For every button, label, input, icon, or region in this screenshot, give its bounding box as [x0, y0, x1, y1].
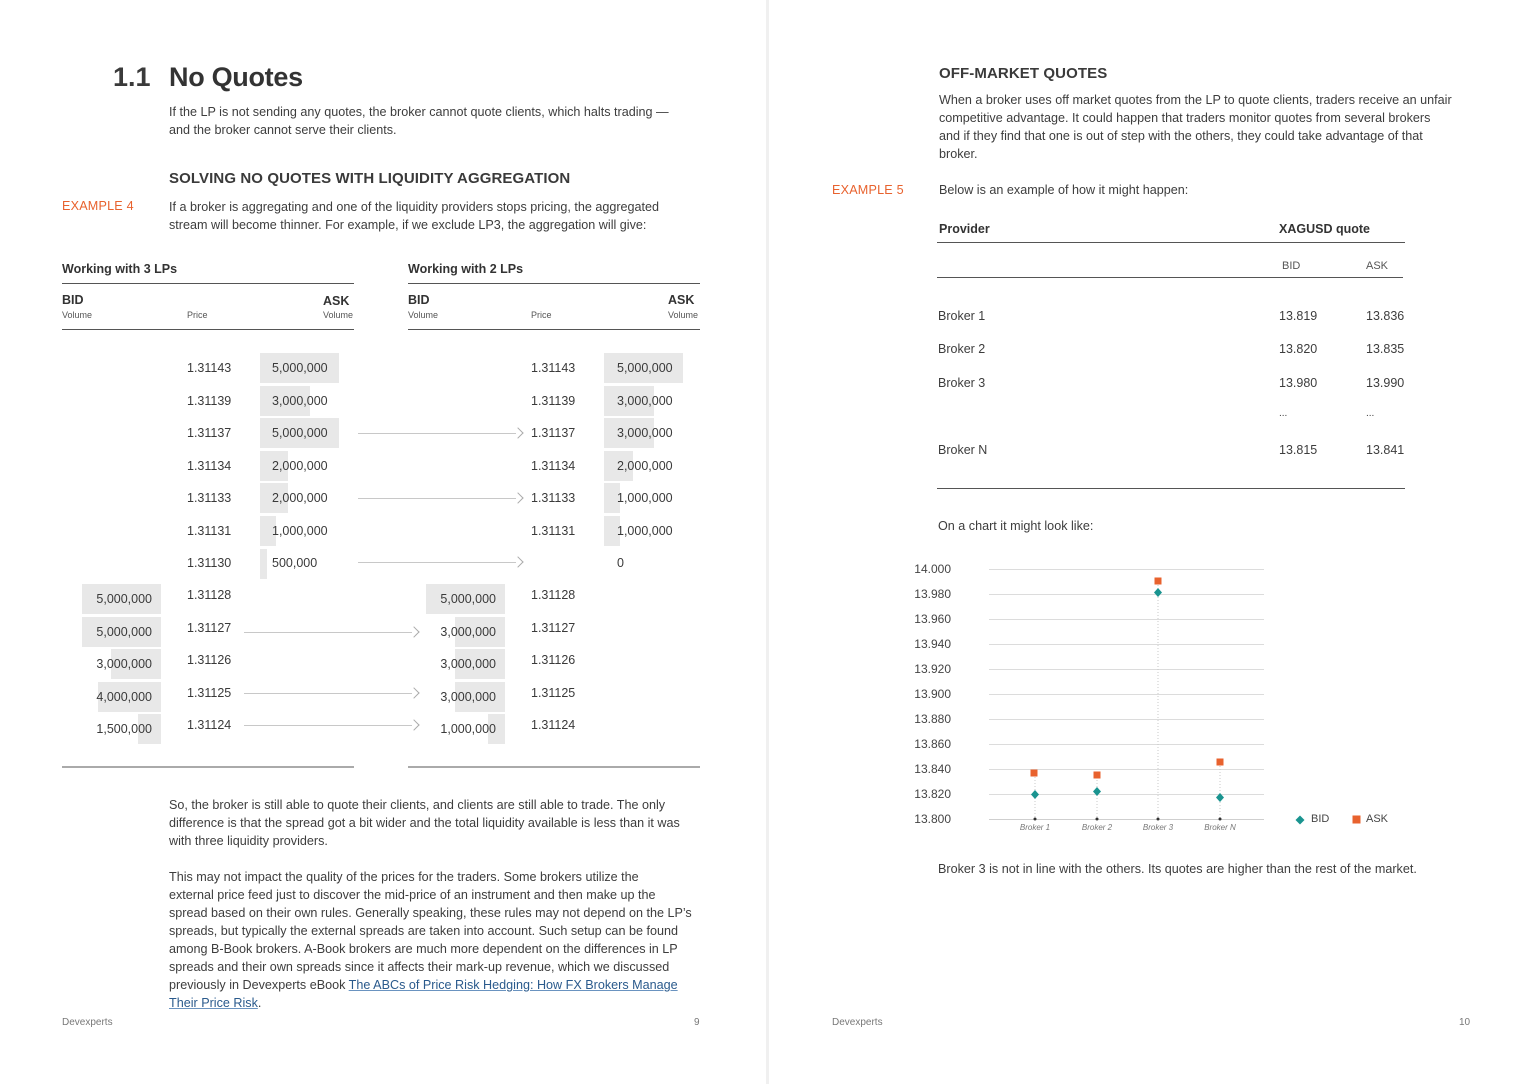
bid-header: BID [1282, 260, 1301, 272]
y-tick: 13.820 [914, 787, 951, 801]
ask-price: 1.31130 [187, 556, 232, 570]
bid-value: 13.819 [1279, 309, 1318, 323]
text-fragment: previously in Devexperts eBook [169, 978, 349, 992]
ask-price: 1.31139 [531, 394, 576, 408]
ask-price: 1.31131 [531, 524, 576, 538]
text-line: This may not impact the quality of the prices for the traders. Some brokers utilize the [169, 870, 639, 884]
bid-price: 1.31125 [187, 686, 232, 700]
y-tick: 13.900 [914, 687, 951, 701]
paragraph-2 [169, 868, 692, 1012]
section-number: 1.1 [113, 62, 151, 92]
x-label: Broker 1 [1019, 823, 1051, 832]
ask-volume-sub: Volume [668, 310, 699, 320]
ask-volume-changed: 0 [617, 556, 624, 570]
y-tick: 13.940 [914, 637, 951, 651]
ask-price: 1.31137 [531, 426, 576, 440]
intro-line-1: If the LP is not sending any quotes, the broker cannot quote clients, which halts trading — [169, 105, 669, 119]
ask-price: 1.31133 [531, 491, 576, 505]
text-line: So, the broker is still able to quote their clients, and clients are still able to trade. The only [169, 798, 666, 812]
ask-volume: 2,000,000 [272, 459, 328, 473]
text-line: competitive advantage. It could happen that traders monitor quotes from several brokers [939, 111, 1431, 125]
ask-volume: 5,000,000 [617, 361, 673, 375]
bid-volume-sub: Volume [408, 310, 439, 320]
subheading-off-market: OFF-MARKET QUOTES [939, 65, 1108, 82]
bid-volume-changed: 3,000,000 [440, 690, 496, 704]
example-text: Below is an example of how it might happen: [939, 183, 1189, 197]
text-line: spread based on their own rules. Generally speaking, these rules may not depend on the LP’s [169, 906, 692, 920]
table-bottom-rule [408, 766, 700, 768]
ask-volume: 2,000,000 [272, 491, 328, 505]
ask-price: 1.31134 [531, 459, 576, 473]
quote-header: XAGUSD quote [1279, 222, 1370, 236]
bid-volume: 3,000,000 [96, 657, 152, 671]
divider [937, 242, 1405, 243]
bid-volume-changed: 1,000,000 [440, 722, 496, 736]
ask-value: 13.835 [1366, 342, 1405, 356]
bid-price: 1.31126 [531, 653, 576, 667]
y-tick: 13.860 [914, 737, 951, 751]
bid-volume: 1,500,000 [96, 722, 152, 736]
ask-volume: 2,000,000 [617, 459, 673, 473]
price-sub: Price [187, 310, 208, 320]
text-line: spreads and their own spreads since it affects their mark-up revenue, which we discussed [169, 960, 670, 974]
ask-volume: 1,000,000 [272, 524, 328, 538]
table-bottom-rule [62, 766, 354, 768]
legend-bid: BID [1311, 813, 1330, 825]
arrow-right-icon [244, 688, 418, 698]
text-line [169, 994, 692, 1012]
example-label: EXAMPLE 4 [62, 199, 134, 213]
ask-value: 13.841 [1366, 443, 1405, 457]
bid-price: 1.31126 [187, 653, 232, 667]
text-line: among B-Book brokers. A-Book brokers are much more dependent on the differences in LP [169, 942, 678, 956]
bid-diamond-icon [1295, 815, 1305, 825]
section-title: No Quotes [169, 62, 303, 92]
text-line: When a broker uses off market quotes from the LP to quote clients, traders receive an unfair [939, 93, 1452, 107]
ask-volume-changed: 1,000,000 [617, 491, 673, 505]
price-sub: Price [531, 310, 552, 320]
ask-volume: 1,000,000 [617, 524, 673, 538]
intro-paragraph [939, 91, 1452, 163]
bid-value-off-market: 13.980 [1279, 376, 1318, 390]
page-number: 10 [1459, 1017, 1471, 1028]
text-line: and if they find that one is out of step with the others, they could take advantage of that [939, 129, 1423, 143]
page-10 [769, 0, 1536, 1084]
ask-price: 1.31133 [187, 491, 232, 505]
bid-price: 1.31127 [187, 621, 232, 635]
provider-header: Provider [939, 222, 990, 236]
volume-bar [260, 549, 267, 579]
divider [408, 283, 700, 284]
ask-volume: 3,000,000 [617, 394, 673, 408]
divider [937, 488, 1405, 489]
y-tick: 13.880 [914, 712, 951, 726]
arrow-right-icon [358, 557, 522, 567]
provider-name: Broker 3 [938, 376, 986, 390]
arrow-right-icon [244, 627, 418, 637]
bid-header: BID [408, 293, 430, 307]
y-tick: 14.000 [914, 562, 951, 576]
conclusion: Broker 3 is not in line with the others. Its quotes are higher than the rest of the market. [938, 862, 1417, 876]
x-label: Broker 2 [1081, 823, 1113, 832]
ask-header: ASK [668, 293, 695, 307]
ask-header: ASK [323, 294, 350, 308]
divider [408, 329, 700, 330]
subheading-aggregation: SOLVING NO QUOTES WITH LIQUIDITY AGGREGATION [169, 170, 571, 187]
y-tick: 13.920 [914, 662, 951, 676]
paragraph-1 [169, 796, 680, 850]
bid-value: 13.820 [1279, 342, 1318, 356]
ask-price: 1.31131 [187, 524, 232, 538]
provider-name: Broker 1 [938, 309, 986, 323]
bid-price: 1.31124 [531, 718, 576, 732]
ask-volume: 500,000 [272, 556, 318, 570]
x-label: Broker N [1204, 823, 1236, 832]
y-tick: 13.800 [914, 812, 951, 826]
ask-ellipsis: ... [1366, 408, 1375, 419]
bid-header: BID [62, 293, 84, 307]
bid-price: 1.31125 [531, 686, 576, 700]
x-label: Broker 3 [1142, 823, 1174, 832]
divider [62, 329, 354, 330]
bid-price: 1.31128 [187, 588, 232, 602]
ask-price: 1.31134 [187, 459, 232, 473]
bid-price: 1.31124 [187, 718, 232, 732]
ask-volume: 3,000,000 [272, 394, 328, 408]
ask-value: 13.836 [1366, 309, 1405, 323]
legend-ask: ASK [1366, 813, 1389, 825]
table-title: Working with 3 LPs [62, 262, 178, 276]
bid-volume-changed: 3,000,000 [440, 625, 496, 639]
ask-volume-sub: Volume [323, 310, 354, 320]
text-fragment: . [257, 996, 262, 1010]
example-text-2: stream will become thinner. For example, if we exclude LP3, the aggregation will give: [169, 218, 647, 232]
chart-markers [919, 555, 1479, 845]
ebook-link[interactable]: The ABCs of Price Risk Hedging: How FX Brokers Manage [348, 978, 678, 992]
footer-brand: Devexperts [832, 1017, 883, 1028]
ask-header: ASK [1366, 260, 1389, 272]
ask-volume: 5,000,000 [272, 361, 328, 375]
divider [937, 277, 1403, 278]
text-line: external price feed just to discover the mid-price of an instrument and then make up the [169, 888, 656, 902]
example-text-1: If a broker is aggregating and one of the liquidity providers stops pricing, the aggregated [169, 200, 660, 214]
arrow-right-icon [358, 493, 522, 503]
text-line: spreads, but typically the external spreads are taken into account. Such setup can be found [169, 924, 678, 938]
text-line: with three liquidity providers. [169, 834, 328, 848]
bid-volume: 4,000,000 [96, 690, 152, 704]
quote-chart [914, 555, 1479, 845]
table-title: Working with 2 LPs [408, 262, 524, 276]
page-9 [0, 0, 766, 1084]
footer-brand: Devexperts [62, 1017, 113, 1028]
y-tick: 13.840 [914, 762, 951, 776]
chart-intro: On a chart it might look like: [938, 519, 1094, 533]
arrow-right-icon [244, 720, 418, 730]
ask-square-icon [1352, 815, 1361, 824]
provider-name: Broker N [938, 443, 988, 457]
text-line: broker. [939, 147, 978, 161]
example-label: EXAMPLE 5 [832, 183, 904, 197]
bid-volume: 5,000,000 [440, 592, 496, 606]
ask-volume: 5,000,000 [272, 426, 328, 440]
y-tick: 13.980 [914, 587, 951, 601]
ask-price: 1.31143 [531, 361, 576, 375]
ask-value-off-market: 13.990 [1366, 376, 1405, 390]
intro-line-2: and the broker cannot serve their clients. [169, 123, 397, 137]
ebook-link-continued[interactable]: Their Price Risk [169, 996, 258, 1010]
text-line [169, 976, 692, 994]
bid-value: 13.815 [1279, 443, 1318, 457]
bid-volume-sub: Volume [62, 310, 93, 320]
bid-volume: 5,000,000 [96, 625, 152, 639]
page-number: 9 [694, 1017, 700, 1028]
y-tick: 13.960 [914, 612, 951, 626]
provider-name: Broker 2 [938, 342, 986, 356]
ask-price: 1.31143 [187, 361, 232, 375]
arrow-right-icon [358, 428, 522, 438]
ask-price: 1.31137 [187, 426, 232, 440]
bid-volume: 5,000,000 [96, 592, 152, 606]
bid-ellipsis: ... [1279, 408, 1288, 419]
ask-volume-changed: 3,000,000 [617, 426, 673, 440]
bid-volume: 3,000,000 [440, 657, 496, 671]
bid-price: 1.31127 [531, 621, 576, 635]
divider [62, 283, 354, 284]
bid-price: 1.31128 [531, 588, 576, 602]
ask-price: 1.31139 [187, 394, 232, 408]
text-line: difference is that the spread got a bit wider and the total liquidity available is less than it was [169, 816, 680, 830]
